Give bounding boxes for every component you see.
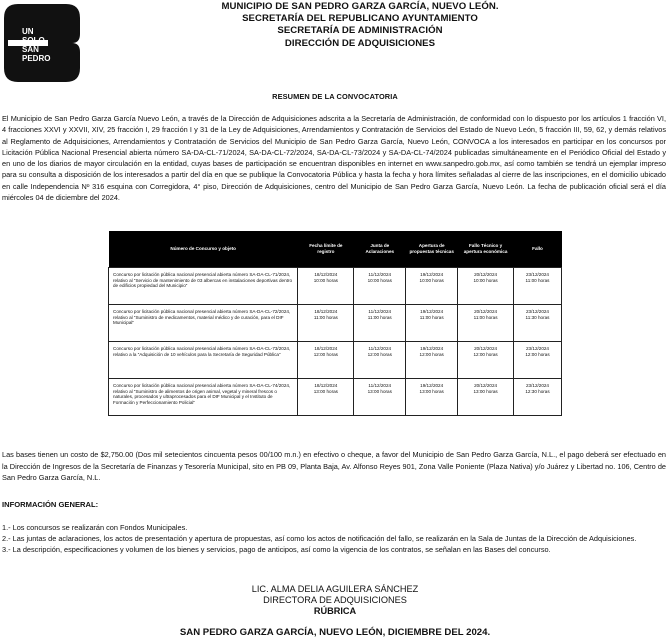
logo-text-3: SAN: [22, 45, 39, 54]
time: 13:00 horas: [473, 388, 498, 394]
time: 12:00 horas: [473, 351, 498, 357]
cell-junta: [354, 305, 406, 342]
cell-tecnico: [458, 342, 514, 379]
date: 11/12/2024: [368, 272, 392, 277]
table-row: [109, 379, 562, 416]
cell-objeto: Concurso por licitación pública nacional presencial abierta número SA-DA-CL-74/2024, relativo al “Suministro de alimentos de origen animal, vegetal y mineral frescos o naturales, procesados y ultraprocesados para el DIF Municipal y el Instituto de Formación y Perfeccionamiento Policial”: [109, 379, 298, 416]
time: 13:00 horas: [419, 388, 444, 394]
document-footer: SAN PEDRO GARZA GARCÍA, NUEVO LEÓN, DICIEMBRE DEL 2024.: [179, 627, 491, 638]
date: 19/12/2024: [420, 309, 444, 314]
date: 18/12/2024: [314, 383, 338, 388]
time: 12:30 horas: [525, 388, 550, 394]
time: 11:00 horas: [473, 314, 498, 320]
table-row: [109, 268, 562, 305]
cell-registro: [298, 342, 354, 379]
table-row: [109, 342, 562, 379]
logo-text-1: UN: [22, 27, 34, 36]
time: 11:00 horas: [419, 314, 444, 320]
logo-text-2: SOLO: [22, 36, 45, 45]
logo-text-4: PEDRO: [22, 54, 51, 63]
cell-apertura: [406, 342, 458, 379]
time: 12:00 horas: [419, 351, 444, 357]
time: 10:00 horas: [473, 277, 498, 283]
date: 19/12/2024: [420, 346, 444, 351]
time: 12:00 horas: [313, 351, 338, 357]
time: 11:00 horas: [525, 277, 550, 283]
cell-apertura: [406, 268, 458, 305]
municipality-logo: [4, 4, 80, 82]
time: 10:00 horas: [367, 277, 392, 283]
table-header-row: [109, 231, 562, 268]
date: 20/12/2024: [474, 309, 498, 314]
date: 18/12/2024: [314, 309, 338, 314]
time: 11:30 horas: [525, 314, 550, 320]
cell-objeto: Concurso por licitación pública nacional presencial abierta número SA-DA-CL-72/2024, relativo al “Suministro de medicamentos, material médico y de curación, para el DIF Municipal”: [109, 305, 298, 342]
header-registro: Fecha límite de registro: [298, 231, 354, 268]
cell-junta: [354, 268, 406, 305]
list-item: 3.- La descripción, especificaciones y volumen de los bienes y servicios, pago de anticipos, así como la vigencia de los contratos, se señalan en las Bases del concurso.: [2, 545, 551, 555]
cell-fallo: [514, 305, 562, 342]
header-numero: Número de Concurso y objeto: [109, 231, 298, 268]
list-item: 2.- Las juntas de aclaraciones, los actos de presentación y apertura de propuestas, así como los actos de notificación del fallo, se realizarán en la Sala de Juntas de la Dirección de Adquisiciones.: [2, 534, 637, 544]
header-fallo-tecnico: Fallo Técnico y apertura económica: [458, 231, 514, 268]
header-line-direccion: DIRECCIÓN DE ADQUISICIONES: [284, 37, 436, 49]
date: 23/12/2024: [526, 272, 549, 277]
signer-name: LIC. ALMA DELIA AGUILERA SÁNCHEZ: [251, 584, 419, 594]
date: 11/12/2024: [368, 383, 392, 388]
header-junta: Junta de Aclaraciones: [354, 231, 406, 268]
date: 11/12/2024: [368, 309, 392, 314]
time: 13:00 horas: [313, 388, 338, 394]
intro-paragraph: El Municipio de San Pedro Garza García Nuevo León, a través de la Dirección de Adquisiciones adscrita a la Secretaría de Administración, de conformidad con lo dispuesto por los artículos 1 fracción VI, 4 fracciones XXVI y XXVII, XIV, 25 fracción I, 29 fracción I y 31 de la Ley de Adquisiciones, Arrendamientos y Contratación de Servicios del Estado de Nuevo León, 5 fracción III, 59, 62, y demás relativos al Reglamento de Adquisiciones, Arrendamientos y Contratación de Servicios del Municipio de San Pedro Garza García, Nuevo León, CONVOCA a los interesados en participar en los concursos por Licitación Pública Nacional Presencial abierta número SA-DA-CL-71/2024, SA-DA-CL-72/2024, SA-DA-CL-73/2024 y SA-DA-CL-74/2024 publicadas simultáneamente en el Periódico Oficial del Estado y en uno de los diarios de mayor circulación en la entidad, cuyas bases de participación se encuentran disponibles en internet en www.sanpedro.gob.mx, así como también se tendrá un ejemplar impreso para su consulta a disposición de los interesados a partir del día en que se publique la Convocatoria Pública y hasta la fecha y hora límites señaladas al cierre de las inscripciones, en el domicilio ubicado en calle Independencia Nº 316 esquina con Corregidora, 4° piso, Dirección de Adquisiciones, centro del Municipio de San Pedro Garza García, Nuevo León. La fecha de publicación oficial será el día miércoles 04 de diciembre del 2024.: [2, 114, 666, 203]
time: 11:00 horas: [313, 314, 338, 320]
cell-apertura: [406, 379, 458, 416]
cell-fallo: [514, 379, 562, 416]
list-item: 1.- Los concursos se realizarán con Fondos Municipales.: [2, 523, 188, 532]
info-general-list: [2, 522, 666, 556]
cell-tecnico: [458, 268, 514, 305]
date: 18/12/2024: [314, 272, 338, 277]
costo-paragraph: Las bases tienen un costo de $2,750.00 (Dos mil setecientos cincuenta pesos 00/100 m.n.) en efectivo o cheque, a favor del Municipio de San Pedro Garza García, N.L., el pago deberá ser efectuado en la Dirección de Ingresos de la Secretaría de Finanzas y Tesorería Municipal, sito en PB 09, Planta Baja, Av. Alfonso Reyes 901, Zona Valle Poniente (Plaza Nativa) y/o Juárez y Libertad no. 106, Centro de San Pedro Garza García, N.L.: [2, 450, 666, 483]
date: 20/12/2024: [474, 272, 498, 277]
date: 23/12/2024: [526, 309, 549, 314]
cell-fallo: [514, 342, 562, 379]
cell-tecnico: [458, 379, 514, 416]
document-header: [150, 1, 570, 50]
time: 12:00 horas: [367, 351, 392, 357]
cell-registro: [298, 379, 354, 416]
date: 23/12/2024: [526, 383, 549, 388]
resumen-title: RESUMEN DE LA CONVOCATORIA: [272, 92, 398, 101]
header-line-secretaria-ayuntamiento: SECRETARÍA DEL REPUBLICANO AYUNTAMIENTO: [242, 13, 478, 25]
date: 19/12/2024: [420, 383, 444, 388]
date: 18/12/2024: [314, 346, 338, 351]
rubrica-label: RÚBRICA: [313, 606, 357, 616]
time: 10:00 horas: [313, 277, 338, 283]
cell-junta: [354, 379, 406, 416]
header-line-secretaria-administracion: SECRETARÍA DE ADMINISTRACIÓN: [277, 25, 443, 37]
cell-tecnico: [458, 305, 514, 342]
date: 11/12/2024: [368, 346, 392, 351]
cell-apertura: [406, 305, 458, 342]
time: 11:00 horas: [367, 314, 392, 320]
date: 20/12/2024: [474, 383, 498, 388]
time: 13:00 horas: [367, 388, 392, 394]
date: 23/12/2024: [526, 346, 549, 351]
time: 12:00 horas: [525, 351, 550, 357]
table-row: [109, 305, 562, 342]
cell-junta: [354, 342, 406, 379]
header-apertura: Apertura de propuestas técnicas: [406, 231, 458, 268]
signer-role: DIRECTORA DE ADQUISICIONES: [263, 595, 407, 605]
signature-block: [0, 584, 670, 617]
time: 10:00 horas: [419, 277, 444, 283]
cell-objeto: Concurso por licitación pública nacional presencial abierta número SA-DA-CL-73/2024, relativo a la “Adquisición de 10 vehículos para la Secretaría de Seguridad Pública”: [109, 342, 298, 379]
cell-fallo: [514, 268, 562, 305]
date: 20/12/2024: [474, 346, 498, 351]
cell-objeto: Concurso por licitación pública nacional presencial abierta número SA-DA-CL-71/2024, relativo al “Servicio de mantenimiento de 03 albercas en instalaciones deportivas dentro de edificios propiedad del Municipio”: [109, 268, 298, 305]
date: 19/12/2024: [420, 272, 444, 277]
header-line-municipio: MUNICIPIO DE SAN PEDRO GARZA GARCÍA, NUEVO LEÓN.: [221, 1, 499, 12]
info-general-title: INFORMACIÓN GENERAL:: [2, 500, 99, 509]
cell-registro: [298, 268, 354, 305]
concursos-table: [108, 231, 562, 416]
header-fallo: Fallo: [514, 231, 562, 268]
cell-registro: [298, 305, 354, 342]
